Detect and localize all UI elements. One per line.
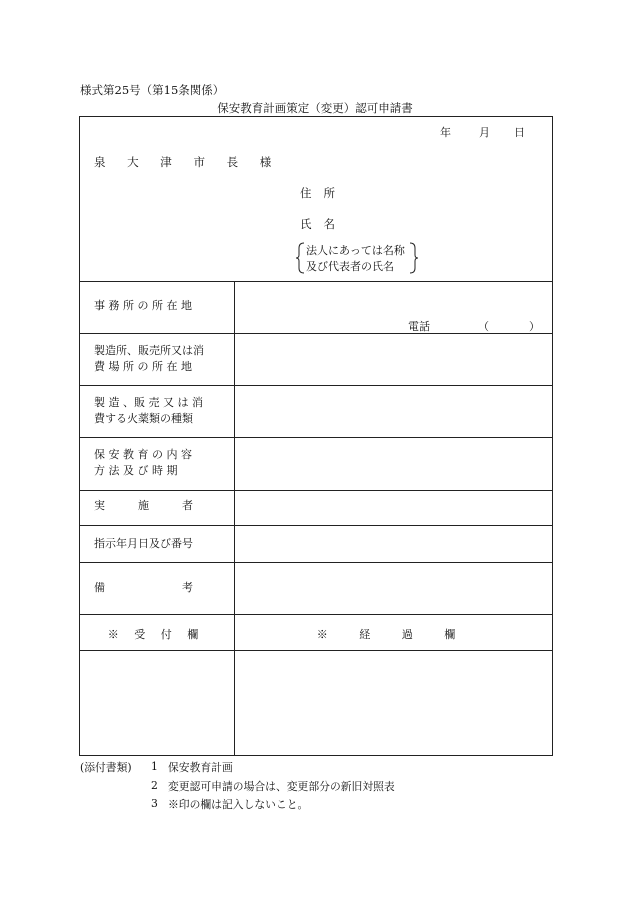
corp-note-line2: 及び代表者の氏名 [306,260,394,273]
date-day: 日 [514,126,525,139]
divider [80,525,552,526]
row-label-implementer: 実 施 者 [94,499,193,512]
row-label-explosive-type: 製 造 、販 売 又 は 消 費する火薬類の種類 [94,396,203,425]
attachment-num-2: 2 [151,779,158,792]
reception-header: ※ 受 付 欄 [107,628,205,641]
attachment-num-1: 1 [151,760,158,773]
divider [80,437,552,438]
row-label-education: 保 安 教 育 の 内 容 方 法 及 び 時 期 [94,448,192,477]
row-label-instruction-date: 指示年月日及び番号 [94,537,193,550]
corp-note-line1: 法人にあっては名称 [306,244,405,257]
row-label-office: 事 務 所 の 所 在 地 [94,299,192,312]
attachment-num-3: 3 [151,797,158,810]
row-label-remarks: 備 考 [94,581,193,594]
page-title: 保安教育計画策定（変更）認可申請書 [217,101,413,115]
attachment-text-1: 保安教育計画 [168,761,233,774]
column-divider [234,281,235,756]
divider [80,385,552,386]
attachment-text-3: ※印の欄は記入しないこと。 [168,798,309,811]
phone-paren-open: （ [478,320,489,333]
divider [80,490,552,491]
addressee: 泉 大 津 市 長 様 [94,155,281,169]
phone-label: 電話 [408,320,430,333]
attachment-text-2: 変更認可申請の場合は、変更部分の新旧対照表 [168,780,395,793]
form-table [79,116,553,756]
date-year: 年 [440,126,451,139]
progress-header: ※ 経 過 欄 [316,628,470,641]
divider [80,650,552,651]
row-label-facility: 製造所、販売所又は消 費 場 所 の 所 在 地 [94,344,204,373]
date-month: 月 [479,126,490,139]
name-label: 氏名 [300,217,347,231]
address-label: 住所 [300,186,347,200]
divider [80,614,552,615]
phone-paren-close: ） [529,320,540,333]
divider [80,281,552,282]
form-number: 様式第25号（第15条関係） [80,83,225,97]
divider [80,562,552,563]
attachments-label: (添付書類) [80,761,132,774]
